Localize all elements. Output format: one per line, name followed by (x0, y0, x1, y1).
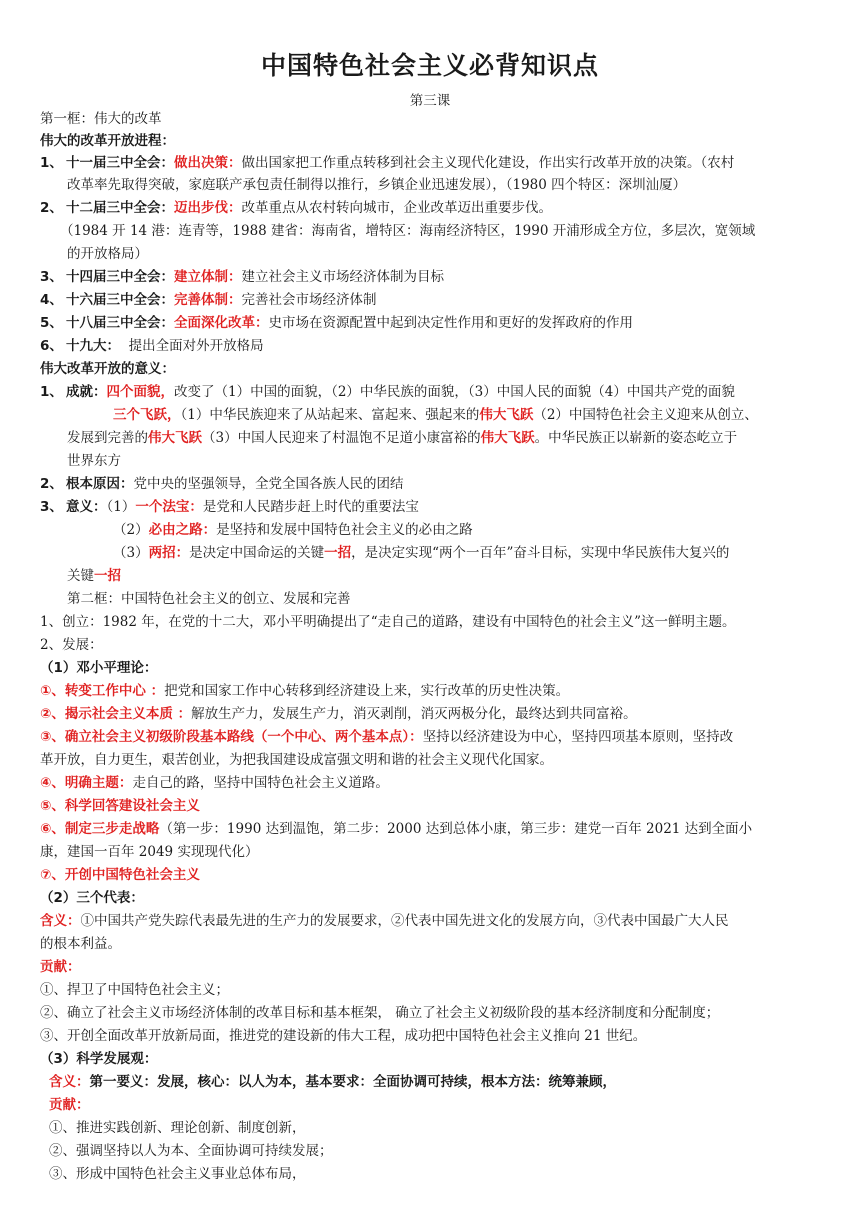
progress-heading: 伟大的改革开放进程： (40, 133, 175, 149)
list-item (113, 519, 860, 541)
list-item (49, 1071, 831, 1093)
contribution-label: 贡献： (49, 1097, 90, 1113)
item-continuation: （1984 开 14 港：连青等，1988 建省：海南省，增特区：海南经济特区，1990 开浦形成全方位，多层次，宽领域 (60, 223, 756, 239)
list-item (40, 473, 822, 495)
item-text: 是决定中国命运的关键 (189, 545, 325, 561)
item-key: ②、揭示社会主义本质 ： (40, 706, 192, 722)
list-item: ③、形成中国特色社会主义事业总体布局， (49, 1166, 306, 1182)
item-label: 意义： (66, 499, 107, 515)
list-item (40, 197, 822, 219)
item-key: 伟大飞跃 (479, 407, 534, 423)
item-key: 迈出步伐： (174, 200, 242, 216)
item-text: ①中国共产党失踪代表最先进的生产力的发展要求，②代表中国先进文化的发展方向，③代表中国最广大人民 (80, 913, 729, 929)
development-line: 2、发展： (40, 637, 103, 653)
item-text: 党中央的坚强领导，全党全国各族人民的团结 (133, 476, 404, 492)
item-key: ①、转变工作中心 ： (40, 683, 165, 699)
item-text: 改变了（1）中国的面貌，（2）中华民族的面貌，（3）中国人民的面貌（4）中国共产党的面貌 (174, 384, 735, 400)
item-text: 做出国家把工作重点转移到社会主义现代化建设，作出实行改革开放的决策。（农村 (241, 155, 735, 171)
list-item (40, 152, 822, 174)
item-text: 关键 (67, 568, 94, 584)
item-key: ⑥、制定三步走战略 (40, 821, 160, 837)
item-continuation: 革开放，自力更生，艰苦创业，为把我国建设成富强文明和谐的社会主义现代化国家。 (40, 752, 553, 768)
achievement-line (40, 381, 822, 403)
frame-1-heading: 第一框：伟大的改革 (40, 111, 162, 127)
list-item (40, 335, 822, 357)
item-text: 完善社会市场经济体制 (241, 292, 377, 308)
item-number: 1、 (40, 155, 63, 171)
item-key: 完善体制： (174, 292, 242, 308)
item-key: ⑤、科学回答建设社会主义 (40, 798, 200, 814)
item-text: （2）中国特色社会主义迎来从创立、 (533, 407, 758, 423)
item-number: 6、 (40, 338, 63, 354)
item-text: 走自己的路，坚持中国特色社会主义道路。 (132, 775, 389, 791)
list-item: ②、强调坚持以人为本、全面协调可持续发展； (49, 1143, 333, 1159)
item-continuation: 的开放格局） (67, 246, 148, 262)
scientific-outlook-heading: （3）科学发展观： (40, 1051, 158, 1067)
item-label: 根本原因： (66, 476, 134, 492)
item-label: 十一届三中全会： (66, 155, 174, 171)
item-key: ⑦、开创中国特色社会主义 (40, 867, 200, 883)
achievement-line: 世界东方 (67, 453, 121, 469)
item-number: 2、 (40, 200, 63, 216)
item-label: 十四届三中全会： (66, 269, 174, 285)
item-key: 建立体制： (174, 269, 242, 285)
item-text: 史市场在资源配置中起到决定性作用和更好的发挥政府的作用 (268, 315, 633, 331)
item-key: 一招 (94, 568, 121, 584)
item-label: 成就： (66, 384, 107, 400)
list-item: ②、确立了社会主义市场经济体制的改革目标和基本框架， 确立了社会主义初级阶段的基本经济制度和分配制度； (40, 1005, 720, 1021)
list-item (40, 496, 822, 518)
list-item: ③、开创全面改革开放新局面，推进党的建设新的伟大工程，成功把中国特色社会主义推向 21 世纪。 (40, 1028, 647, 1044)
item-key: 含义： (49, 1074, 90, 1090)
list-item (40, 680, 822, 702)
item-key: 伟大飞跃 (148, 430, 202, 446)
list-item (113, 542, 860, 564)
item-key: 三个飞跃， (113, 407, 181, 423)
item-number: 1、 (40, 384, 63, 400)
achievement-line (113, 404, 860, 426)
significance-heading: 伟大改革开放的意义： (40, 361, 175, 377)
item-text: 改革重点从农村转向城市，企业改革迈出重要步伐。 (241, 200, 552, 216)
item-key: 全面深化改革： (174, 315, 269, 331)
list-item (40, 703, 822, 725)
item-continuation: 的根本利益。 (40, 936, 121, 952)
list-item (40, 266, 822, 288)
item-text: （第一步：1990 达到温饱，第二步：2000 达到总体小康，第三步：建党一百年 2021 达到全面小 (159, 821, 753, 837)
frame-2-heading: 第二框：中国特色社会主义的创立、发展和完善 (67, 591, 351, 607)
item-text: 建立社会主义市场经济体制为目标 (241, 269, 444, 285)
list-item (40, 312, 822, 334)
item-text: 是党和人民踏步赶上时代的重要法宝 (202, 499, 419, 515)
item-text: ，是决定实现“两个一百年”奋斗目标，实现中华民族伟大复兴的 (351, 545, 730, 561)
creation-line: 1、创立：1982 年，在党的十二大，邓小平明确提出了“走自己的道路，建设有中国特色的社会主义”这一鲜明主题。 (40, 614, 736, 630)
item-text: 第一要义：发展，核心：以人为本，基本要求：全面协调可持续，根本方法：统筹兼顾， (89, 1074, 616, 1090)
item-continuation: 康，建国一百年 2049 实现现代化） (40, 844, 259, 860)
item-key: 四个面貌， (106, 384, 174, 400)
item-text: 坚持以经济建设为中心，坚持四项基本原则，坚持改 (422, 729, 734, 745)
item-key: 一招 (324, 545, 352, 561)
item-continuation: 改革率先取得突破，家庭联产承包责任制得以推行，乡镇企业迅速发展），（1980 四个特区：深圳汕厦） (67, 177, 687, 193)
item-number: 3、 (40, 269, 63, 285)
item-key: 一个法宝： (135, 499, 203, 515)
list-item (40, 772, 822, 794)
item-text: 是坚持和发展中国特色社会主义的必由之路 (216, 522, 473, 538)
item-text: 发展到完善的 (67, 430, 148, 446)
list-item: ①、推进实践创新、理论创新、制度创新， (49, 1120, 306, 1136)
item-text: （1） (106, 499, 136, 515)
achievement-line (67, 427, 849, 449)
item-number: 3、 (40, 499, 63, 515)
item-label: 十二届三中全会： (66, 200, 174, 216)
item-key: 必由之路： (148, 522, 217, 538)
item-label: 十九大： (66, 338, 120, 354)
dxp-theory-heading: （1）邓小平理论： (40, 660, 158, 676)
item-label: 十八届三中全会： (66, 315, 174, 331)
item-key: 伟大飞跃 (480, 430, 535, 446)
list-item (40, 910, 822, 932)
item-key: 做出决策： (174, 155, 242, 171)
item-text: （2） (113, 522, 149, 538)
list-item (40, 795, 822, 817)
three-represents-heading: （2）三个代表： (40, 890, 144, 906)
item-text: 解放生产力，发展生产力，消灭剥削，消灭两极分化，最终达到共同富裕。 (191, 706, 637, 722)
list-item (40, 864, 822, 886)
item-key: ④、明确主题： (40, 775, 133, 791)
list-item (40, 289, 822, 311)
item-key: 含义： (40, 913, 81, 929)
page-title: 中国特色社会主义必背知识点 (260, 51, 599, 80)
item-text: 把党和国家工作中心转移到经济建设上来，实行改革的历史性决策。 (164, 683, 570, 699)
item-label: 十六届三中全会： (66, 292, 174, 308)
contribution-label: 贡献： (40, 959, 81, 975)
item-key: ③、确立社会主义初级阶段基本路线（一个中心、两个基本点）： (40, 729, 423, 745)
item-key: 两招： (148, 545, 190, 561)
item-text: 提出全面对外开放格局 (120, 338, 264, 354)
item-number: 2、 (40, 476, 63, 492)
list-item: ①、捍卫了中国特色社会主义； (40, 982, 229, 998)
item-text: （3）中国人民迎来了村温饱不足道小康富裕的 (202, 430, 481, 446)
item-number: 5、 (40, 315, 63, 331)
item-text: （3） (113, 545, 149, 561)
list-item (40, 726, 822, 748)
item-text: 。中华民族正以崭新的姿态屹立于 (534, 430, 738, 446)
list-item (40, 818, 822, 840)
item-text: （1）中华民族迎来了从站起来、富起来、强起来的 (180, 407, 480, 423)
item-number: 4、 (40, 292, 63, 308)
lesson-subtitle: 第三课 (409, 93, 451, 109)
list-item (67, 565, 849, 587)
